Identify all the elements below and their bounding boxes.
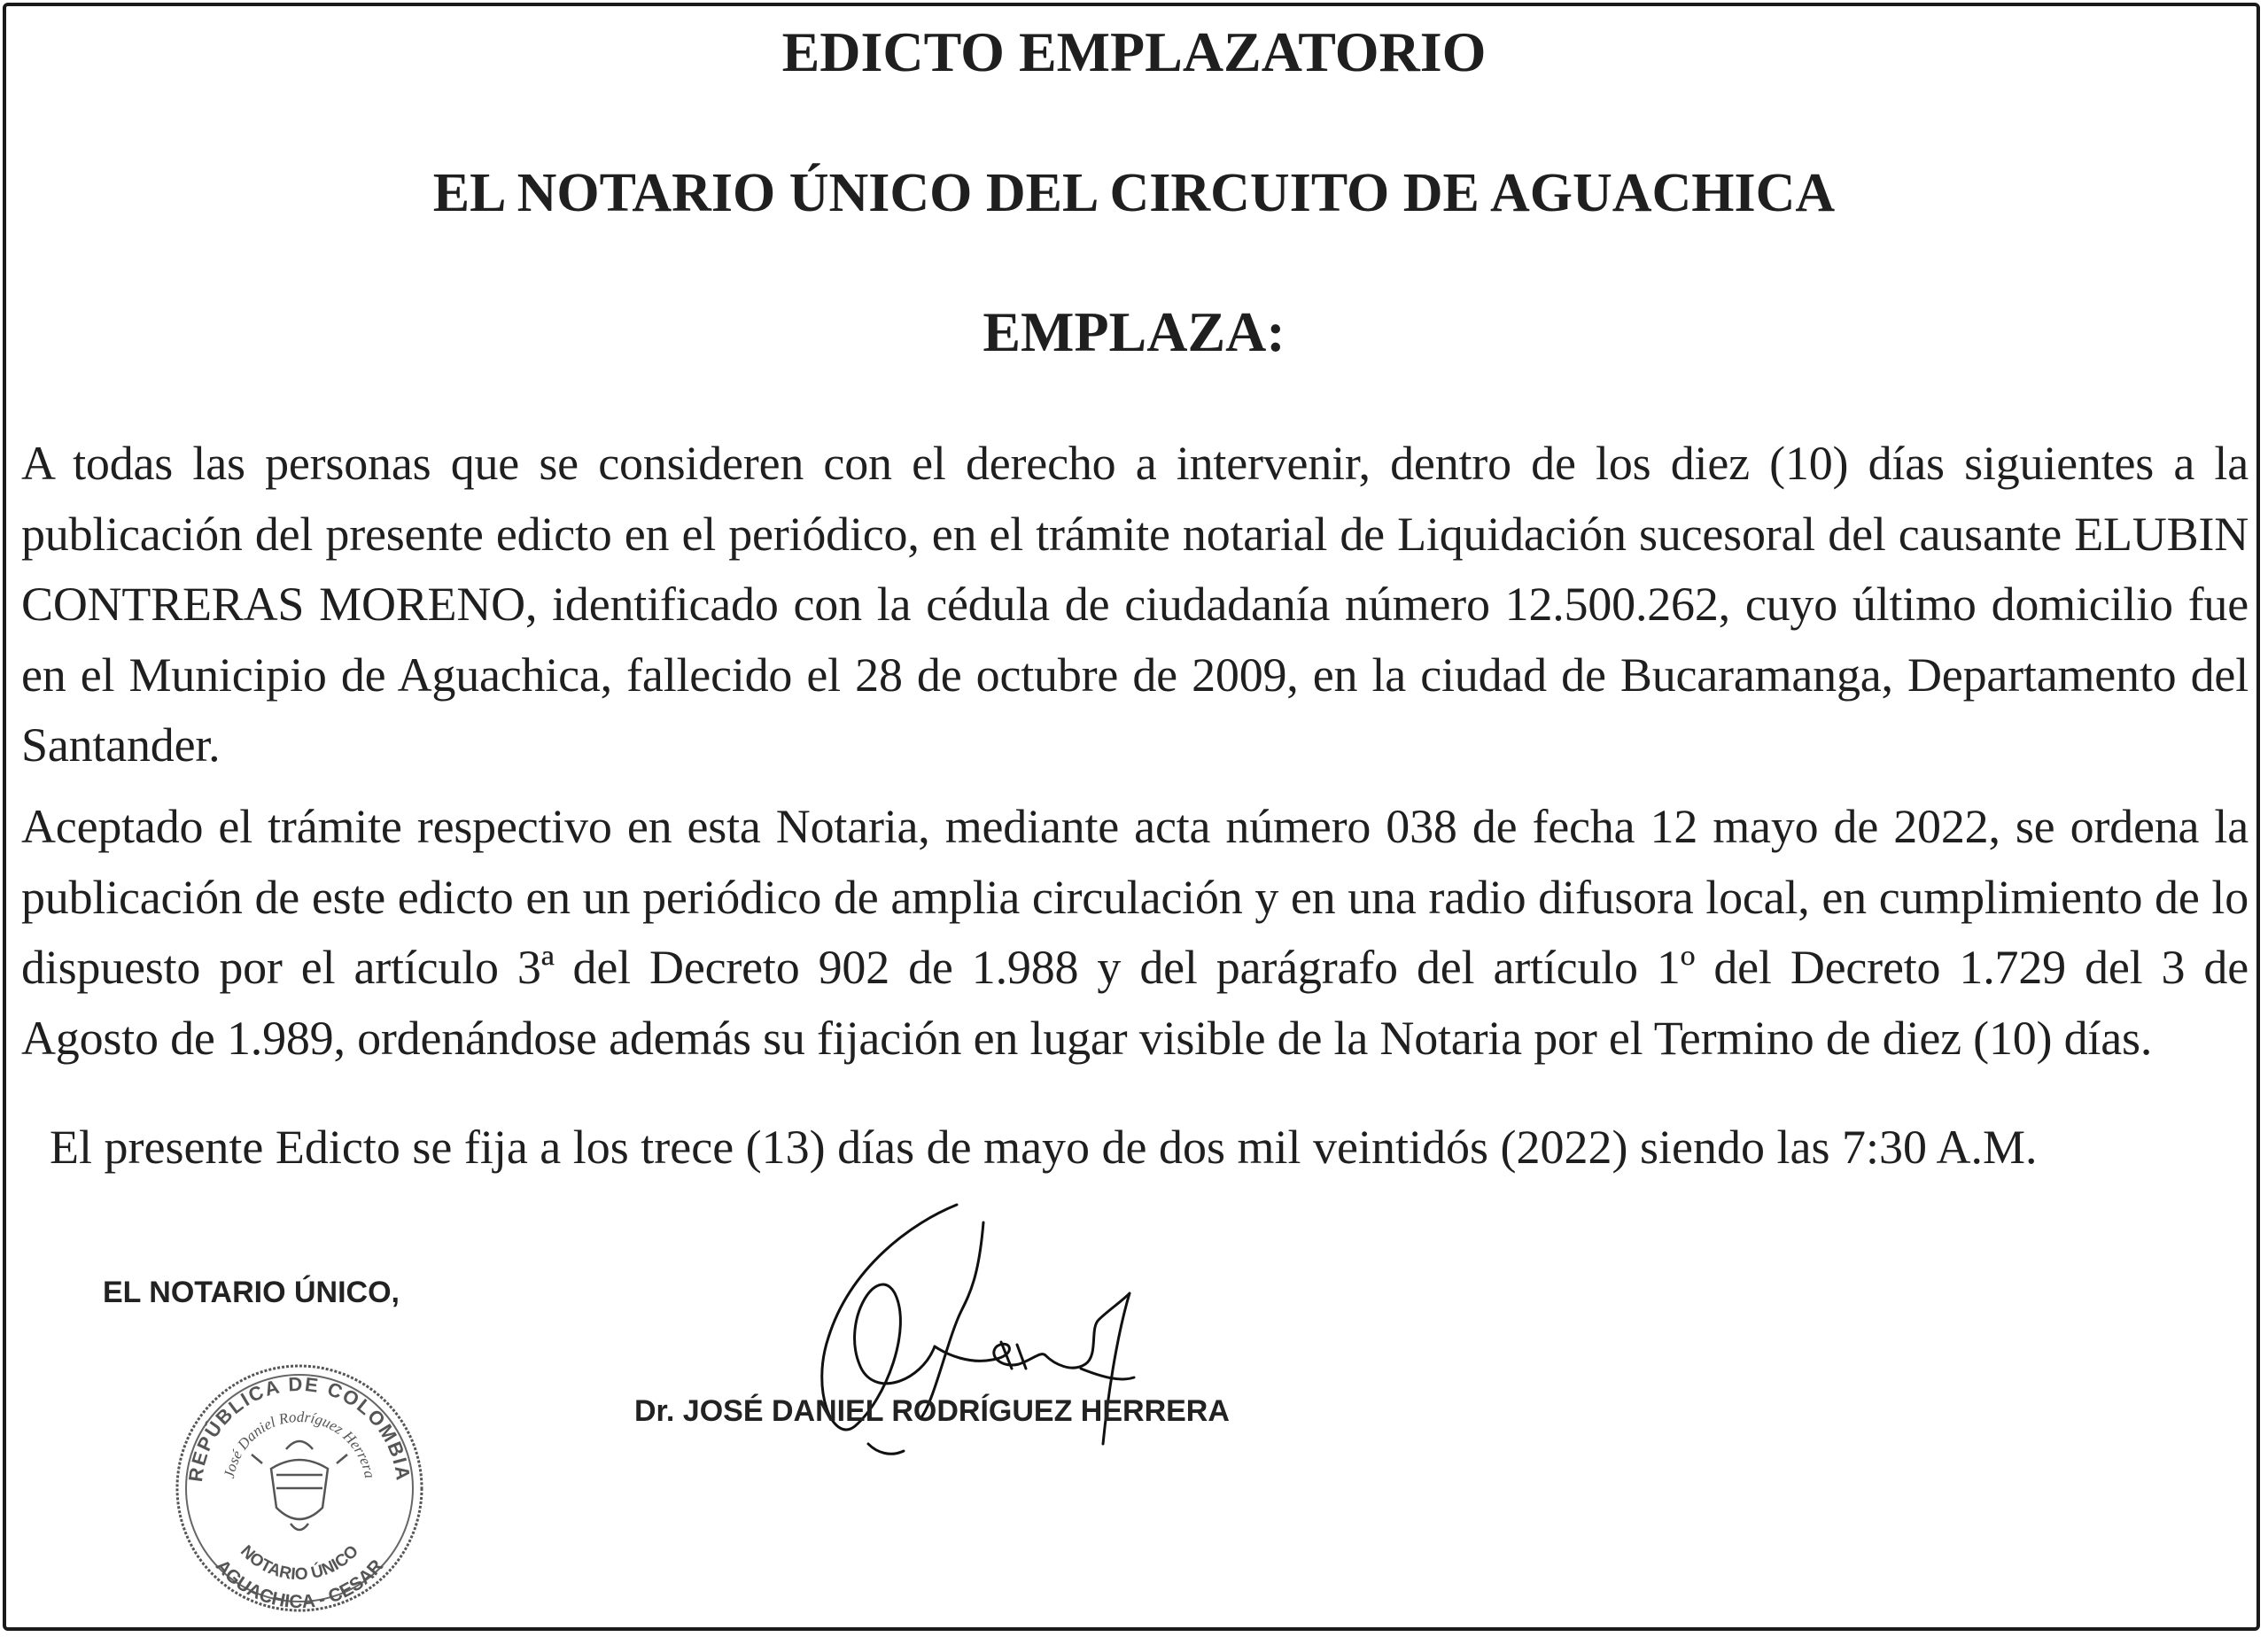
seal-bottom-text-1: NOTARIO ÚNICO: [237, 1541, 362, 1585]
seal-inner-text: José Daniel Rodríguez Herrera: [220, 1408, 379, 1480]
svg-text:REPÚBLICA DE COLOMBIA: [184, 1373, 415, 1483]
coat-of-arms-icon: [252, 1441, 347, 1530]
svg-text:NOTARIO ÚNICO: [237, 1542, 362, 1584]
summons-paragraph: A todas las personas que se consideren con el derecho a intervenir, dentro de los diez (10) días siguientes a la publicación del presente edicto en el periódico, en el trámite notarial de Liquidación sucesoral del causante ELUBIN CONTRERAS MORENO, identificado con la cédula de ciudadanía número 12.500.262, cuyo último domicilio fue en el Municipio de Aguachica, fallecido el 28 de octubre de 2009, en la ciudad de Bucaramanga, Departamento del Santander.: [21, 437, 2249, 772]
acceptance-paragraph: Aceptado el trámite respectivo en esta Notaria, mediante acta número 038 de fecha 12 mayo de 2022, se ordena la publicación de este edicto en un periódico de amplia circulación y en una radio difusora local, en cumplimiento de lo dispuesto por el artículo 3ª del Decreto 902 de 1.988 y del parágrafo del artículo 1º del Decreto 1.729 del 3 de Agosto de 1.989, ordenándose además su fijación en lugar visible de la Notaria por el Termino de diez (10) días.: [21, 800, 2249, 1065]
seal-outer-text: REPÚBLICA DE COLOMBIA: [184, 1372, 415, 1484]
notary-seal-icon: [167, 1355, 432, 1621]
fixing-date-line: El presente Edicto se fija a los trece (13) días de mayo de dos mil veintidós (2022) siendo las 7:30 A.M.: [50, 1121, 2038, 1174]
svg-text:José Daniel Rodríguez Herrera: [221, 1408, 378, 1479]
edict-title: EDICTO EMPLAZATORIO: [781, 20, 1487, 83]
handwritten-signature-icon: [780, 1187, 1178, 1479]
signer-name: Dr. JOSÉ DANIEL RODRÍGUEZ HERRERA: [634, 1394, 1230, 1428]
issuer-heading: EL NOTARIO ÚNICO DEL CIRCUITO DE AGUACHICA: [432, 163, 1836, 223]
action-heading: EMPLAZA:: [983, 300, 1285, 363]
seal-bottom-text-2: AGUACHICA - CESAR: [211, 1556, 388, 1613]
svg-text:AGUACHICA - CESAR: [212, 1556, 387, 1612]
notary-label: EL NOTARIO ÚNICO,: [103, 1276, 400, 1309]
